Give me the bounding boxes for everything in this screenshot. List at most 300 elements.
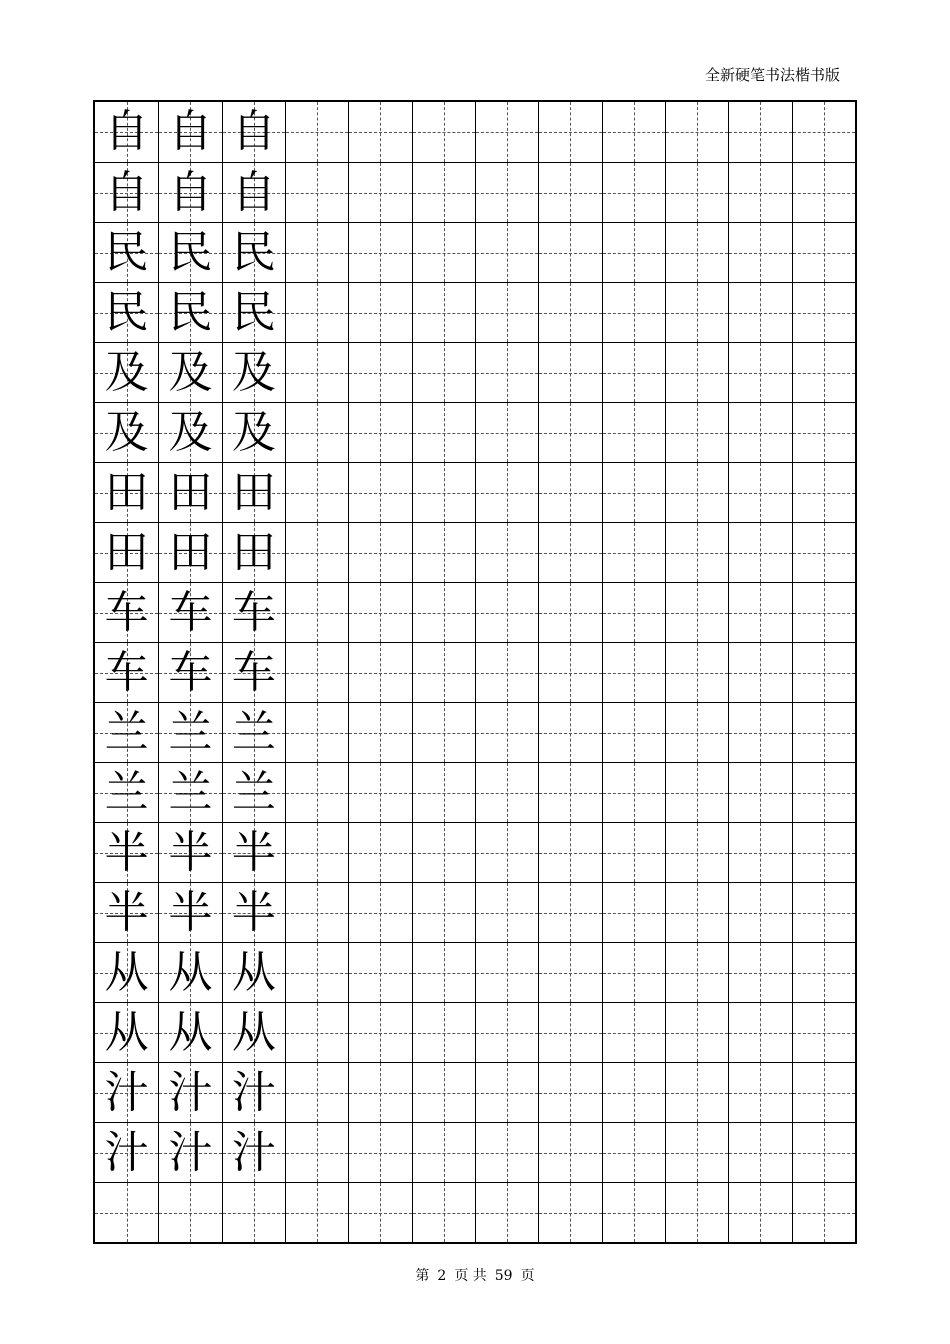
cell-horizontal-guide: [666, 193, 728, 194]
sample-character: 从: [104, 1007, 149, 1058]
grid-cell: [792, 763, 855, 822]
grid-cell: [412, 102, 475, 162]
cell-horizontal-guide: [476, 253, 538, 254]
grid-cell: [285, 1183, 348, 1242]
grid-cell: [602, 1063, 665, 1122]
sample-character: 车: [168, 587, 213, 638]
cell-horizontal-guide: [539, 553, 601, 554]
cell-horizontal-guide: [413, 673, 475, 674]
grid-cell: [95, 403, 158, 462]
cell-horizontal-guide: [286, 553, 348, 554]
cell-horizontal-guide: [603, 313, 665, 314]
grid-cell: [665, 403, 728, 462]
cell-horizontal-guide: [539, 673, 601, 674]
grid-cell: [158, 223, 221, 282]
grid-cell: [665, 1063, 728, 1122]
grid-cell: [602, 823, 665, 882]
grid-cell: [348, 523, 411, 582]
cell-horizontal-guide: [729, 253, 791, 254]
grid-cell: [285, 102, 348, 162]
grid-cell: [222, 1063, 285, 1122]
grid-cell: [538, 883, 601, 942]
grid-cell: [475, 643, 538, 702]
cell-horizontal-guide: [666, 1033, 728, 1034]
grid-cell: [222, 163, 285, 222]
cell-horizontal-guide: [603, 1033, 665, 1034]
cell-horizontal-guide: [349, 253, 411, 254]
sample-character: 民: [168, 227, 213, 278]
grid-cell: [665, 703, 728, 762]
grid-cell: [602, 643, 665, 702]
grid-cell: [348, 283, 411, 342]
grid-cell: [475, 703, 538, 762]
sample-character: 民: [104, 287, 149, 338]
grid-cell: [538, 102, 601, 162]
sample-character: 田: [231, 527, 276, 578]
cell-horizontal-guide: [793, 853, 855, 854]
grid-cell: [95, 643, 158, 702]
grid-row: [95, 162, 855, 222]
grid-cell: [158, 883, 221, 942]
grid-cell: [602, 223, 665, 282]
cell-horizontal-guide: [349, 373, 411, 374]
grid-cell: [412, 523, 475, 582]
grid-cell: [665, 463, 728, 522]
grid-cell: [728, 823, 791, 882]
cell-horizontal-guide: [223, 1213, 285, 1214]
cell-horizontal-guide: [666, 373, 728, 374]
cell-horizontal-guide: [476, 553, 538, 554]
cell-horizontal-guide: [666, 553, 728, 554]
cell-horizontal-guide: [159, 1213, 221, 1214]
grid-cell: [792, 583, 855, 642]
grid-cell: [602, 163, 665, 222]
cell-horizontal-guide: [539, 193, 601, 194]
grid-cell: [348, 1003, 411, 1062]
grid-cell: [95, 283, 158, 342]
grid-cell: [538, 943, 601, 1002]
grid-cell: [475, 343, 538, 402]
sample-character: 民: [231, 227, 276, 278]
grid-cell: [728, 703, 791, 762]
grid-cell: [728, 163, 791, 222]
sample-character: 从: [168, 1007, 213, 1058]
grid-cell: [222, 703, 285, 762]
grid-cell: [665, 823, 728, 882]
grid-cell: [602, 1123, 665, 1182]
grid-cell: [728, 1123, 791, 1182]
grid-cell: [602, 1003, 665, 1062]
grid-cell: [412, 583, 475, 642]
grid-cell: [285, 463, 348, 522]
grid-cell: [538, 643, 601, 702]
grid-cell: [95, 163, 158, 222]
sample-character: 汁: [104, 1127, 149, 1178]
grid-row: [95, 942, 855, 1002]
cell-horizontal-guide: [476, 433, 538, 434]
sample-character: 自: [104, 167, 149, 218]
cell-horizontal-guide: [413, 793, 475, 794]
cell-horizontal-guide: [413, 253, 475, 254]
cell-horizontal-guide: [666, 913, 728, 914]
grid-cell: [95, 583, 158, 642]
cell-horizontal-guide: [286, 1213, 348, 1214]
grid-cell: [538, 283, 601, 342]
cell-horizontal-guide: [476, 1033, 538, 1034]
grid-cell: [95, 343, 158, 402]
cell-horizontal-guide: [349, 793, 411, 794]
grid-cell: [222, 102, 285, 162]
grid-row: [95, 342, 855, 402]
cell-horizontal-guide: [539, 313, 601, 314]
sample-character: 兰: [231, 767, 276, 818]
grid-cell: [412, 1183, 475, 1242]
grid-cell: [475, 583, 538, 642]
grid-cell: [538, 763, 601, 822]
grid-cell: [602, 523, 665, 582]
grid-cell: [475, 403, 538, 462]
grid-cell: [222, 1183, 285, 1242]
grid-cell: [412, 763, 475, 822]
cell-horizontal-guide: [793, 253, 855, 254]
grid-cell: [475, 523, 538, 582]
cell-horizontal-guide: [539, 1093, 601, 1094]
grid-cell: [728, 523, 791, 582]
grid-cell: [728, 223, 791, 282]
sample-character: 车: [168, 647, 213, 698]
grid-cell: [792, 463, 855, 522]
grid-cell: [728, 463, 791, 522]
cell-horizontal-guide: [286, 913, 348, 914]
grid-cell: [412, 943, 475, 1002]
grid-cell: [158, 823, 221, 882]
grid-cell: [95, 1123, 158, 1182]
grid-row: [95, 642, 855, 702]
grid-cell: [222, 403, 285, 462]
cell-horizontal-guide: [286, 253, 348, 254]
grid-cell: [348, 163, 411, 222]
sample-character: 兰: [168, 707, 213, 758]
cell-horizontal-guide: [729, 613, 791, 614]
cell-horizontal-guide: [603, 1153, 665, 1154]
cell-horizontal-guide: [729, 673, 791, 674]
cell-horizontal-guide: [729, 433, 791, 434]
grid-cell: [158, 403, 221, 462]
sample-character: 民: [168, 287, 213, 338]
grid-cell: [222, 823, 285, 882]
sample-character: 半: [231, 827, 276, 878]
grid-cell: [95, 1003, 158, 1062]
cell-horizontal-guide: [476, 373, 538, 374]
cell-horizontal-guide: [286, 613, 348, 614]
grid-cell: [412, 703, 475, 762]
cell-horizontal-guide: [476, 733, 538, 734]
cell-horizontal-guide: [729, 1213, 791, 1214]
grid-cell: [792, 223, 855, 282]
cell-horizontal-guide: [603, 132, 665, 133]
cell-horizontal-guide: [793, 613, 855, 614]
sample-character: 及: [231, 407, 276, 458]
grid-cell: [285, 1123, 348, 1182]
cell-horizontal-guide: [539, 493, 601, 494]
grid-cell: [665, 1003, 728, 1062]
cell-horizontal-guide: [413, 553, 475, 554]
cell-horizontal-guide: [413, 193, 475, 194]
grid-cell: [475, 763, 538, 822]
grid-cell: [538, 703, 601, 762]
grid-cell: [538, 1183, 601, 1242]
cell-horizontal-guide: [729, 733, 791, 734]
sample-character: 田: [104, 527, 149, 578]
grid-cell: [665, 283, 728, 342]
grid-cell: [95, 763, 158, 822]
cell-horizontal-guide: [286, 853, 348, 854]
grid-cell: [222, 883, 285, 942]
cell-horizontal-guide: [729, 973, 791, 974]
cell-horizontal-guide: [729, 193, 791, 194]
grid-cell: [158, 943, 221, 1002]
sample-character: 兰: [231, 707, 276, 758]
grid-cell: [792, 102, 855, 162]
grid-cell: [348, 943, 411, 1002]
cell-horizontal-guide: [666, 733, 728, 734]
grid-cell: [665, 943, 728, 1002]
grid-cell: [285, 943, 348, 1002]
grid-cell: [222, 643, 285, 702]
grid-row: [95, 222, 855, 282]
grid-cell: [412, 883, 475, 942]
grid-cell: [222, 343, 285, 402]
cell-horizontal-guide: [729, 853, 791, 854]
cell-horizontal-guide: [729, 913, 791, 914]
grid-cell: [348, 223, 411, 282]
grid-cell: [475, 1063, 538, 1122]
sample-character: 车: [231, 587, 276, 638]
cell-horizontal-guide: [95, 1213, 158, 1214]
sample-character: 自: [168, 167, 213, 218]
cell-horizontal-guide: [286, 132, 348, 133]
grid-cell: [475, 163, 538, 222]
cell-horizontal-guide: [666, 253, 728, 254]
grid-cell: [602, 763, 665, 822]
grid-cell: [285, 403, 348, 462]
cell-horizontal-guide: [603, 673, 665, 674]
cell-horizontal-guide: [349, 433, 411, 434]
cell-horizontal-guide: [349, 493, 411, 494]
cell-horizontal-guide: [793, 973, 855, 974]
grid-cell: [792, 403, 855, 462]
page-footer: [0, 1265, 950, 1287]
grid-cell: [792, 943, 855, 1002]
sample-character: 自: [104, 106, 149, 157]
grid-cell: [158, 643, 221, 702]
cell-horizontal-guide: [413, 913, 475, 914]
grid-cell: [792, 643, 855, 702]
cell-horizontal-guide: [793, 1033, 855, 1034]
footer-prefix: 第: [415, 1268, 430, 1284]
grid-cell: [348, 1063, 411, 1122]
grid-cell: [348, 1123, 411, 1182]
grid-cell: [538, 343, 601, 402]
grid-cell: [95, 1063, 158, 1122]
sample-character: 及: [168, 407, 213, 458]
cell-horizontal-guide: [539, 733, 601, 734]
grid-row: [95, 1062, 855, 1122]
sample-character: 及: [168, 347, 213, 398]
cell-horizontal-guide: [413, 1153, 475, 1154]
grid-cell: [602, 463, 665, 522]
cell-horizontal-guide: [666, 613, 728, 614]
grid-cell: [665, 102, 728, 162]
cell-horizontal-guide: [729, 1093, 791, 1094]
grid-row: [95, 462, 855, 522]
footer-total-pages: 59: [494, 1268, 513, 1284]
grid-cell: [158, 703, 221, 762]
footer-page-number: 2: [437, 1268, 447, 1284]
grid-row: [95, 402, 855, 462]
grid-cell: [412, 343, 475, 402]
cell-horizontal-guide: [603, 973, 665, 974]
cell-horizontal-guide: [349, 313, 411, 314]
sample-character: 兰: [104, 707, 149, 758]
grid-cell: [95, 943, 158, 1002]
sample-character: 汁: [104, 1067, 149, 1118]
sample-character: 汁: [168, 1127, 213, 1178]
grid-cell: [412, 403, 475, 462]
grid-cell: [475, 223, 538, 282]
grid-cell: [222, 523, 285, 582]
grid-cell: [348, 343, 411, 402]
grid-cell: [348, 463, 411, 522]
sample-character: 自: [231, 167, 276, 218]
grid-cell: [158, 102, 221, 162]
cell-horizontal-guide: [793, 733, 855, 734]
grid-cell: [412, 643, 475, 702]
cell-horizontal-guide: [286, 193, 348, 194]
grid-cell: [158, 1063, 221, 1122]
grid-cell: [602, 583, 665, 642]
practice-grid: [93, 100, 857, 1244]
grid-row: [95, 822, 855, 882]
cell-horizontal-guide: [349, 1213, 411, 1214]
grid-cell: [348, 102, 411, 162]
grid-cell: [158, 523, 221, 582]
sample-character: 半: [104, 887, 149, 938]
cell-horizontal-guide: [286, 733, 348, 734]
cell-horizontal-guide: [729, 1033, 791, 1034]
cell-horizontal-guide: [666, 673, 728, 674]
grid-cell: [158, 583, 221, 642]
cell-horizontal-guide: [413, 493, 475, 494]
sample-character: 田: [168, 467, 213, 518]
cell-horizontal-guide: [666, 973, 728, 974]
sample-character: 自: [168, 106, 213, 157]
grid-cell: [412, 223, 475, 282]
grid-cell: [792, 343, 855, 402]
cell-horizontal-guide: [666, 1093, 728, 1094]
sample-character: 田: [231, 467, 276, 518]
cell-horizontal-guide: [603, 553, 665, 554]
grid-cell: [348, 643, 411, 702]
grid-cell: [285, 343, 348, 402]
grid-cell: [222, 1003, 285, 1062]
cell-horizontal-guide: [539, 1033, 601, 1034]
grid-cell: [728, 283, 791, 342]
grid-cell: [222, 943, 285, 1002]
grid-row: [95, 522, 855, 582]
grid-cell: [665, 763, 728, 822]
grid-cell: [222, 463, 285, 522]
sample-character: 从: [104, 947, 149, 998]
cell-horizontal-guide: [413, 973, 475, 974]
grid-cell: [728, 643, 791, 702]
grid-cell: [475, 943, 538, 1002]
cell-horizontal-guide: [603, 913, 665, 914]
cell-horizontal-guide: [793, 1153, 855, 1154]
grid-cell: [792, 283, 855, 342]
grid-cell: [538, 223, 601, 282]
grid-cell: [602, 883, 665, 942]
grid-cell: [412, 1003, 475, 1062]
grid-cell: [665, 523, 728, 582]
grid-cell: [602, 403, 665, 462]
cell-horizontal-guide: [286, 1153, 348, 1154]
grid-cell: [95, 823, 158, 882]
cell-horizontal-guide: [603, 853, 665, 854]
cell-horizontal-guide: [793, 1213, 855, 1214]
cell-horizontal-guide: [349, 613, 411, 614]
grid-cell: [95, 1183, 158, 1242]
grid-cell: [95, 883, 158, 942]
cell-horizontal-guide: [286, 1033, 348, 1034]
cell-horizontal-guide: [539, 373, 601, 374]
grid-row: [95, 762, 855, 822]
cell-horizontal-guide: [729, 493, 791, 494]
cell-horizontal-guide: [539, 913, 601, 914]
grid-cell: [285, 823, 348, 882]
grid-cell: [158, 163, 221, 222]
grid-cell: [602, 1183, 665, 1242]
grid-cell: [792, 1003, 855, 1062]
cell-horizontal-guide: [286, 313, 348, 314]
grid-cell: [285, 883, 348, 942]
grid-cell: [665, 343, 728, 402]
cell-horizontal-guide: [286, 433, 348, 434]
grid-cell: [412, 1123, 475, 1182]
cell-horizontal-guide: [413, 433, 475, 434]
cell-horizontal-guide: [603, 373, 665, 374]
cell-horizontal-guide: [539, 793, 601, 794]
grid-cell: [792, 883, 855, 942]
grid-cell: [665, 1123, 728, 1182]
cell-horizontal-guide: [413, 1093, 475, 1094]
cell-horizontal-guide: [603, 793, 665, 794]
grid-cell: [475, 1123, 538, 1182]
grid-cell: [348, 403, 411, 462]
grid-cell: [538, 1123, 601, 1182]
grid-cell: [602, 283, 665, 342]
grid-cell: [158, 763, 221, 822]
grid-cell: [412, 823, 475, 882]
grid-cell: [95, 703, 158, 762]
sample-character: 半: [168, 827, 213, 878]
grid-cell: [285, 1063, 348, 1122]
grid-cell: [285, 1003, 348, 1062]
cell-horizontal-guide: [793, 553, 855, 554]
grid-cell: [348, 1183, 411, 1242]
grid-cell: [285, 223, 348, 282]
sample-character: 车: [104, 647, 149, 698]
